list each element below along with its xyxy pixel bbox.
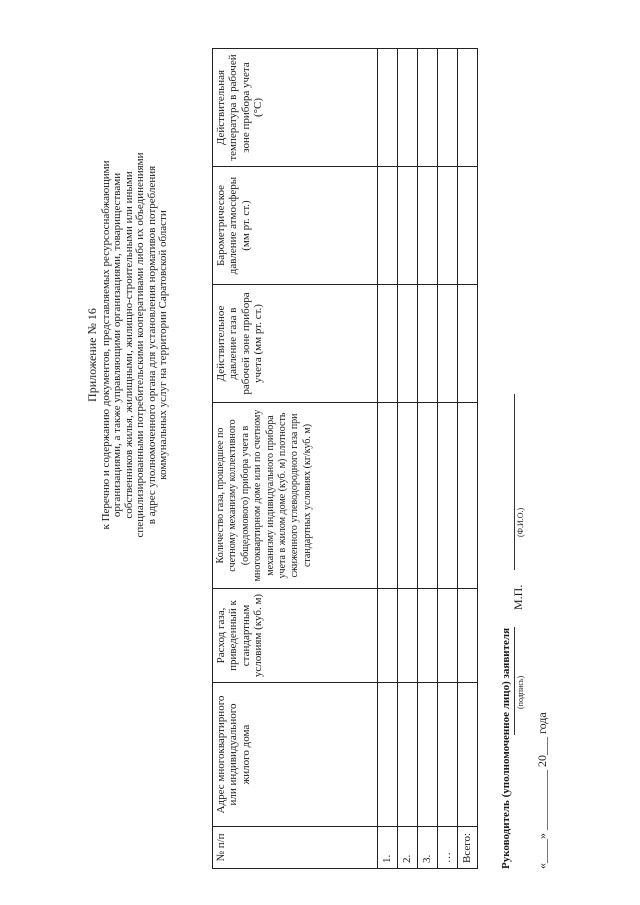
table-cell[interactable] (438, 589, 458, 683)
table-total-row (458, 49, 478, 869)
table-cell[interactable] (378, 167, 398, 285)
total-label: Всего: (458, 827, 478, 869)
row-number: 2. (398, 827, 418, 869)
table-cell[interactable] (418, 285, 438, 403)
table-cell[interactable] (418, 683, 438, 827)
signatory-label: Руководитель (уполномоченное лицо) заявителя (500, 627, 512, 869)
table-cell[interactable] (458, 167, 478, 285)
table-row (398, 49, 418, 869)
table-cell[interactable] (438, 683, 458, 827)
table-cell[interactable] (398, 285, 418, 403)
table-cell[interactable] (438, 167, 458, 285)
table-cell[interactable] (418, 589, 438, 683)
table-cell[interactable] (398, 589, 418, 683)
column-header-gas-quantity: Количество газа, прошедшее по счетному механизму коллективного (общедомового) прибора учета в многоквартирном доме или по счетному механизму индивидуального прибора учета в жилом доме (куб. м) плотность сжиженного углеводородного газа при стандартных условиях (кг/куб. м) (213, 403, 378, 589)
row-number: … (438, 827, 458, 869)
description-line: в адрес уполномоченного органа для установления нормативов потребления (145, 165, 158, 525)
table-cell[interactable] (378, 49, 398, 167)
table-cell[interactable] (398, 49, 418, 167)
table-cell[interactable] (418, 167, 438, 285)
column-header-barometric-pressure: Барометрическое давление атмосферы (мм рт. ст.) (213, 167, 378, 285)
column-header-gas-flow: Расход газа, приведенный к стандартным условиям (куб. м) (213, 589, 378, 683)
table-cell[interactable] (458, 683, 478, 827)
table-row (438, 49, 458, 869)
table-cell[interactable] (438, 403, 458, 589)
row-number: 3. (418, 827, 438, 869)
table-cell[interactable] (418, 49, 438, 167)
table-cell[interactable] (398, 167, 418, 285)
date-line: «____» __________ 20___ года (535, 712, 549, 869)
table-cell[interactable] (378, 683, 398, 827)
table-cell[interactable] (398, 683, 418, 827)
column-header-gas-pressure: Действительное давление газа в рабочей зоне прибора учета (мм рт. ст.) (213, 285, 378, 403)
column-header-number: № п/п (213, 827, 378, 869)
table-cell[interactable] (458, 403, 478, 589)
signature-line (514, 627, 515, 735)
name-caption: (Ф.И.О.) (516, 507, 525, 537)
description-line: к Перечню и содержанию документов, представляемых ресурсоснабжающими (100, 160, 112, 530)
table-cell[interactable] (378, 589, 398, 683)
name-line (514, 394, 515, 570)
data-table (212, 48, 478, 869)
description-line: организациями, а также управляющими организациями, товариществами (111, 172, 124, 518)
table-cell[interactable] (438, 49, 458, 167)
table-cell[interactable] (398, 403, 418, 589)
signature-caption: (подпись) (516, 675, 525, 709)
table-cell[interactable] (458, 49, 478, 167)
column-header-temperature: Действительная температура в рабочей зоне прибора учета (°С) (213, 49, 378, 167)
table-header-row (213, 49, 378, 869)
row-number: 1. (378, 827, 398, 869)
description-line: специализированными потребительскими кооперативами либо их объединениями (134, 152, 147, 538)
appendix-title: Приложение № 16 (85, 308, 99, 402)
table-cell[interactable] (378, 403, 398, 589)
table-cell[interactable] (378, 285, 398, 403)
description-line: коммунальных услуг на территории Саратовской области (157, 210, 170, 480)
description-line: собственников жилья, жилищными, жилищно-строительными или иными (122, 171, 135, 519)
appendix-description (101, 85, 169, 605)
table-row (418, 49, 438, 869)
stamp-place: М.П. (511, 584, 525, 610)
table-cell[interactable] (438, 285, 458, 403)
table-row (378, 49, 398, 869)
table-cell[interactable] (458, 589, 478, 683)
table-cell[interactable] (458, 285, 478, 403)
table-cell[interactable] (418, 403, 438, 589)
column-header-address: Адрес многоквартирного или индивидуального жилого дома (213, 683, 378, 827)
